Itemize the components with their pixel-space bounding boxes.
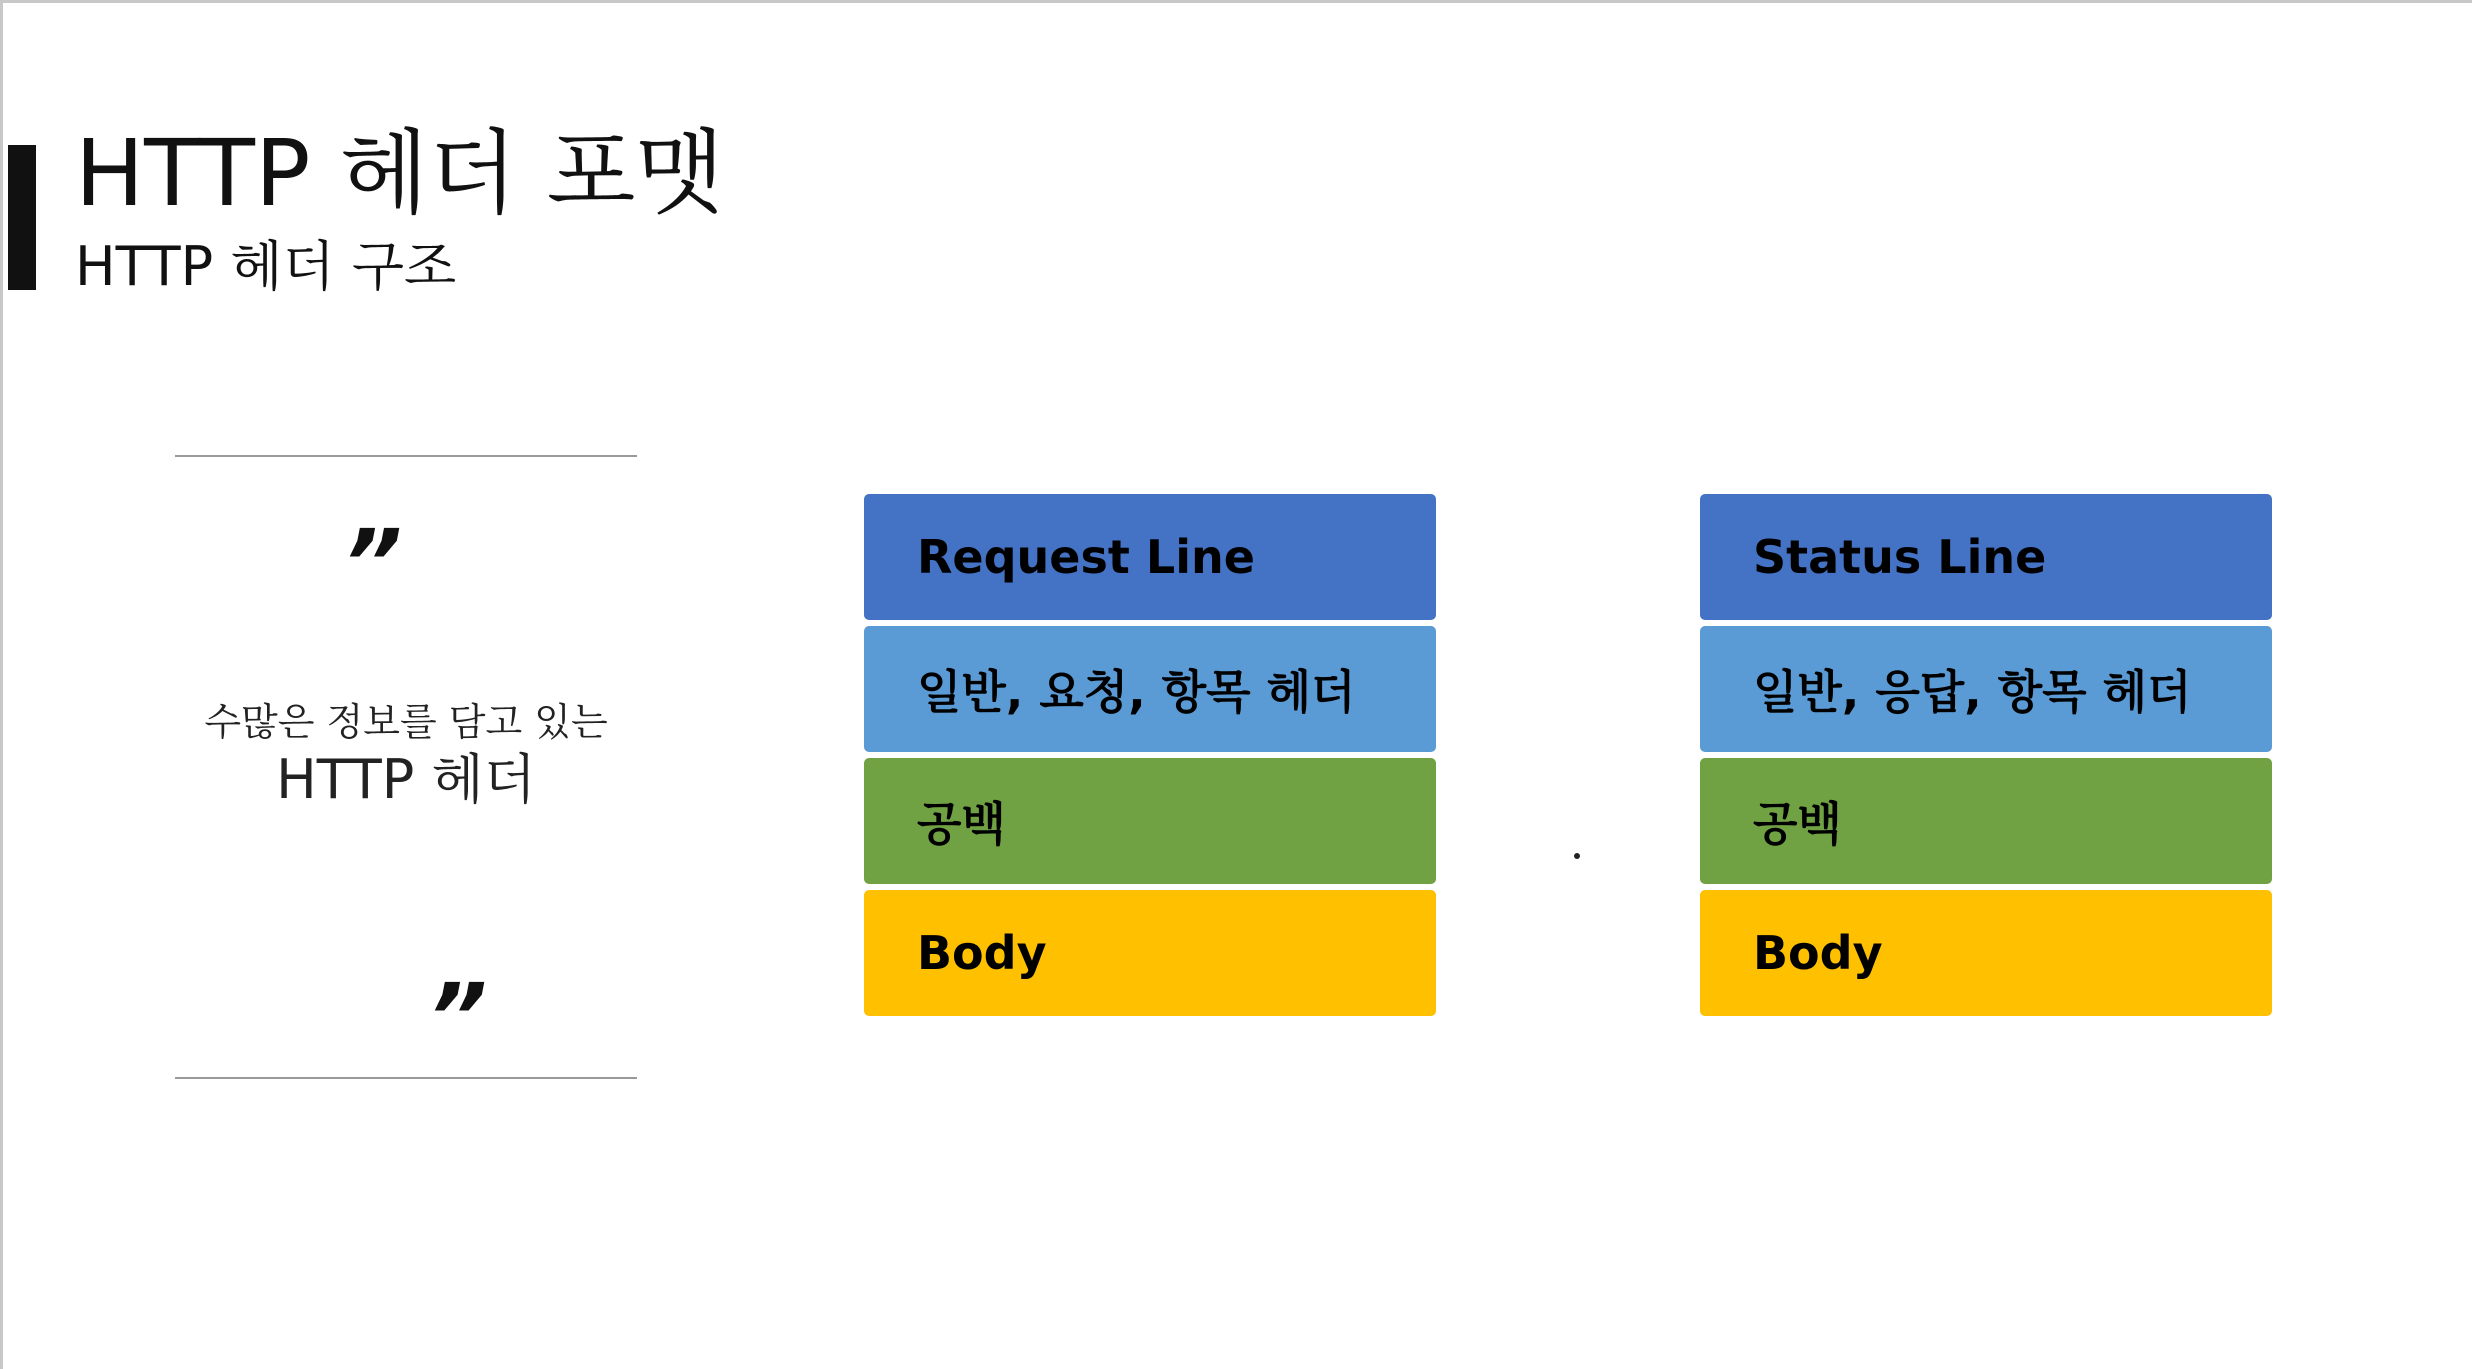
quote-open-mark: ” bbox=[343, 510, 403, 617]
quote-divider-top bbox=[175, 455, 637, 457]
slide-title: HTTP 헤더 포맷 bbox=[75, 120, 725, 227]
slide-subtitle: HTTP 헤더 구조 bbox=[75, 235, 457, 298]
request-body-block: Body bbox=[864, 890, 1436, 1016]
status-line-block: Status Line bbox=[1700, 494, 2272, 620]
request-message-stack bbox=[864, 494, 1436, 1022]
request-blank-block: 공백 bbox=[864, 758, 1436, 884]
quote-text-line1: 수많은 정보를 담고 있는 bbox=[204, 700, 608, 744]
quote-divider-bottom bbox=[175, 1077, 637, 1079]
response-message-stack bbox=[1700, 494, 2272, 1022]
quote-close-mark: ” bbox=[428, 964, 488, 1071]
request-headers-block: 일반, 요청, 항목 헤더 bbox=[864, 626, 1436, 752]
title-accent-bar bbox=[8, 145, 36, 290]
quote-text-line2: HTTP 헤더 bbox=[276, 748, 536, 811]
response-headers-block: 일반, 응답, 항목 헤더 bbox=[1700, 626, 2272, 752]
response-blank-block: 공백 bbox=[1700, 758, 2272, 884]
stray-dot bbox=[1574, 853, 1580, 859]
request-line-block: Request Line bbox=[864, 494, 1436, 620]
response-body-block: Body bbox=[1700, 890, 2272, 1016]
